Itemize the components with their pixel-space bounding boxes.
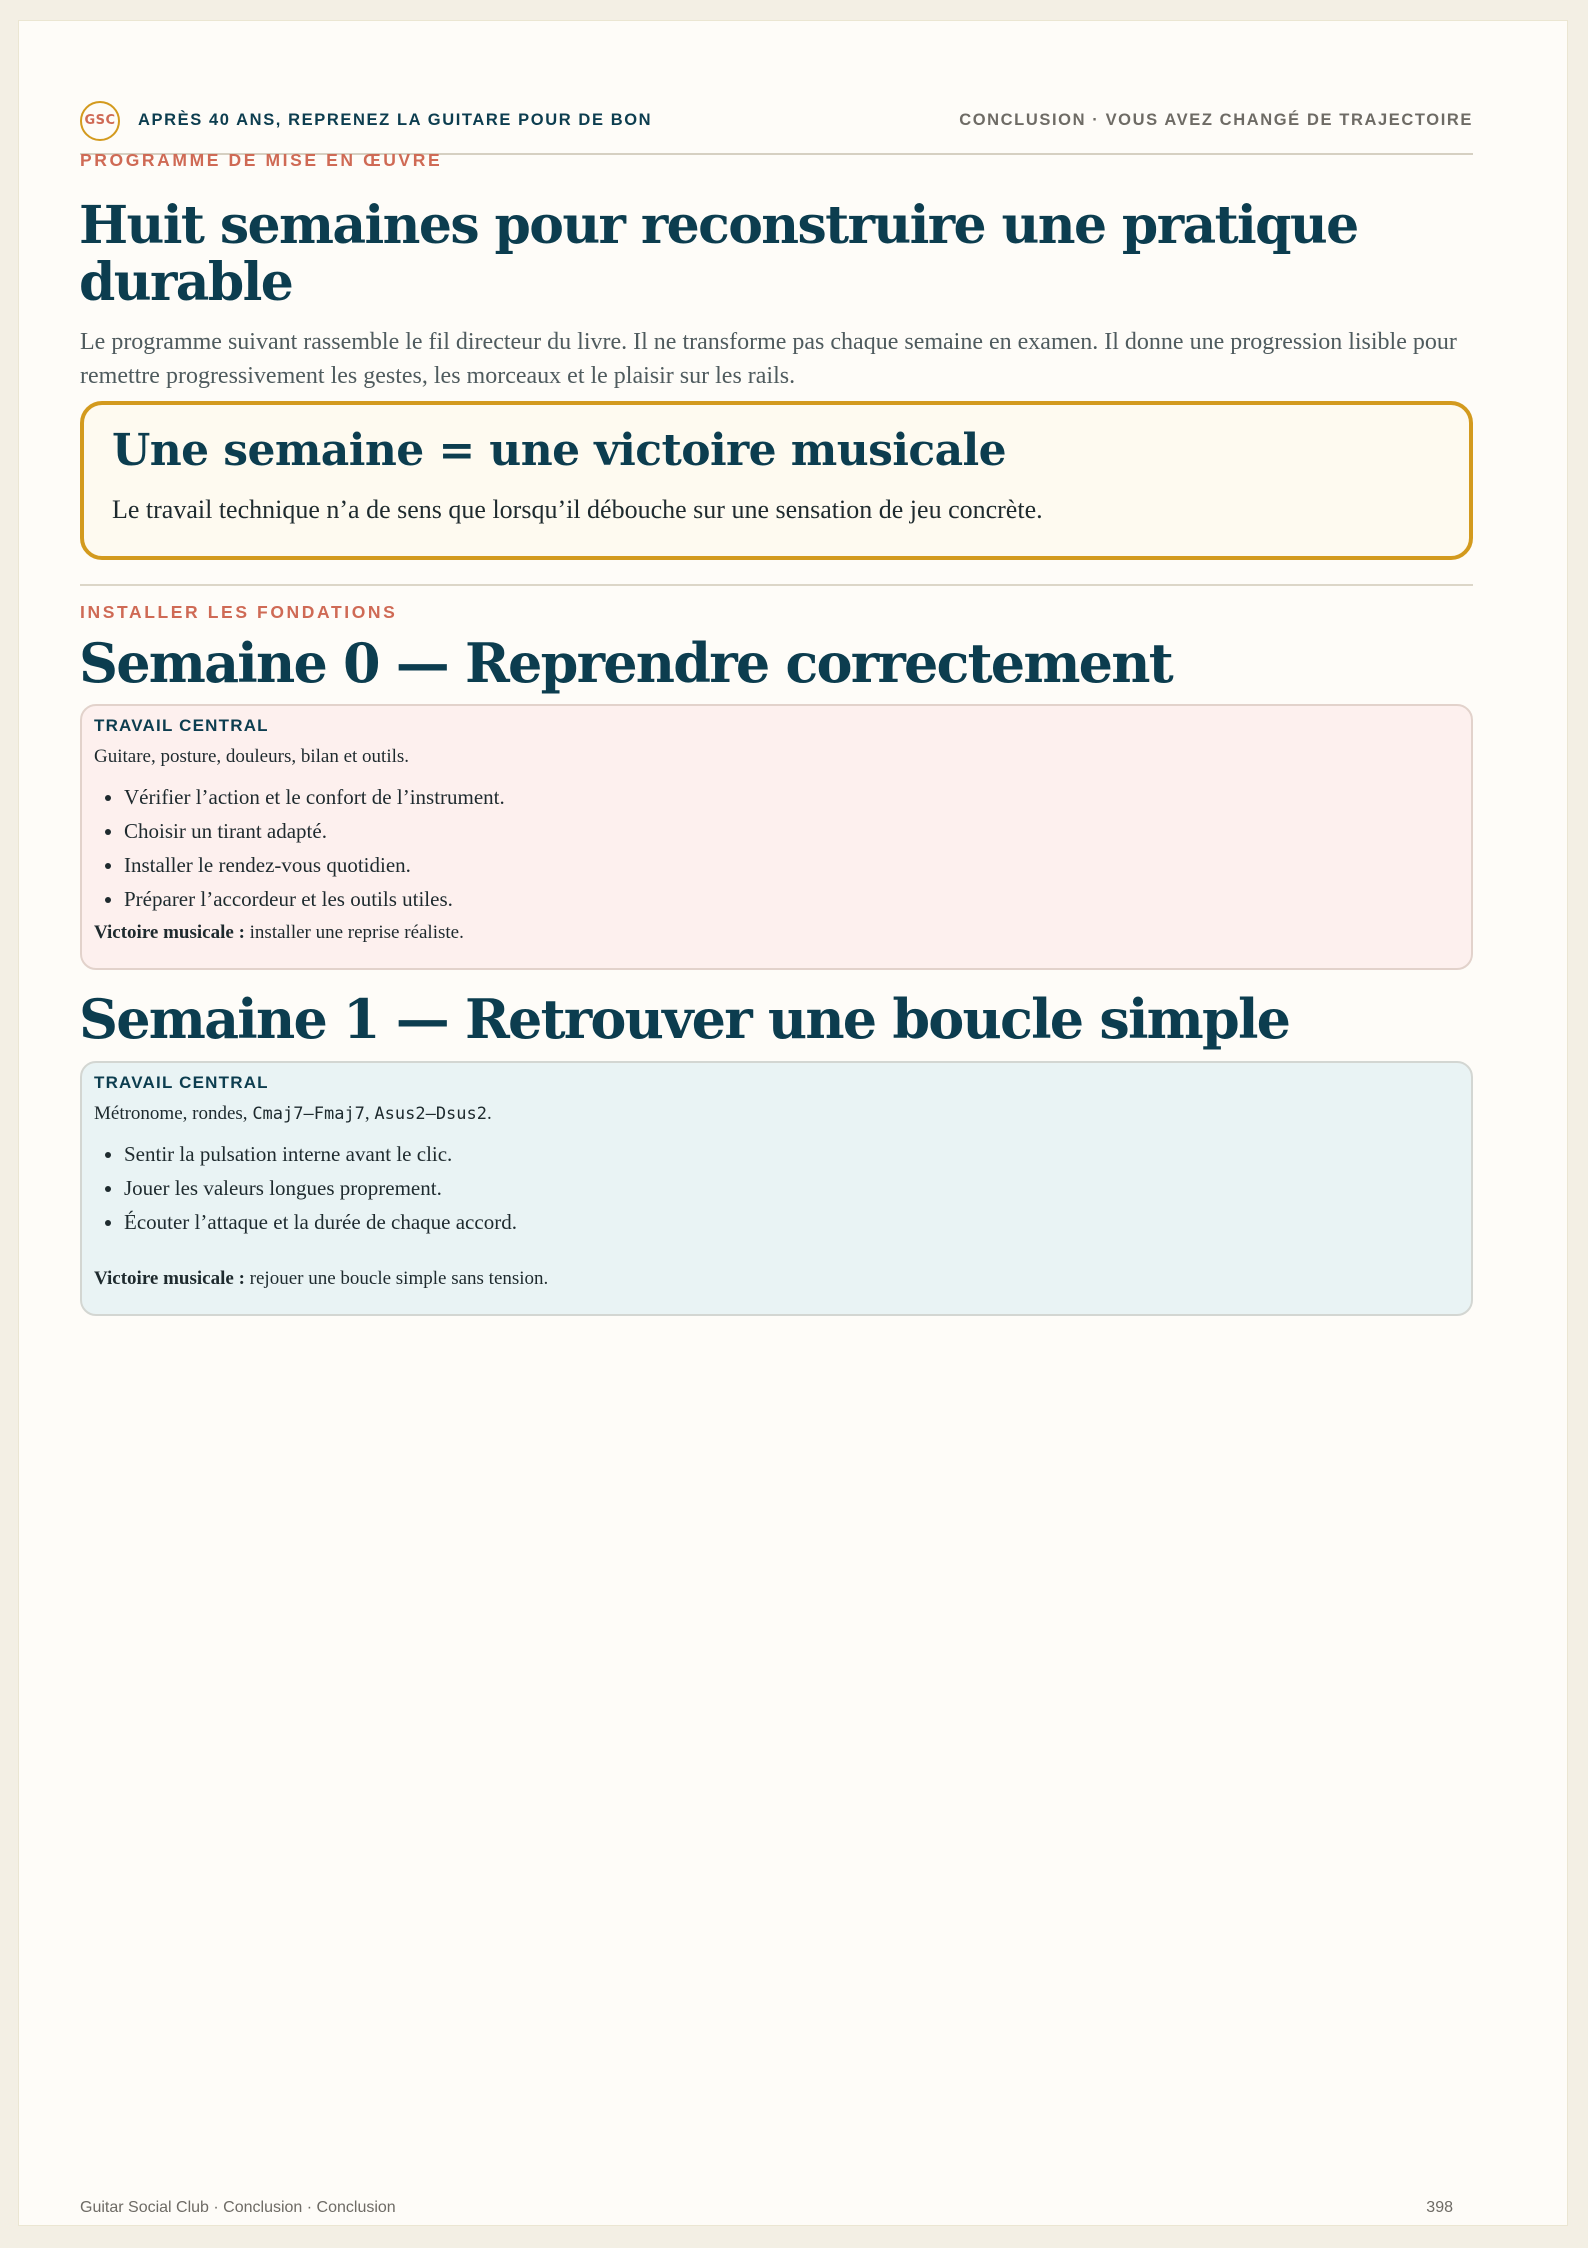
chapter-title: CONCLUSION · VOUS AVEZ CHANGÉ DE TRAJECTOIRE: [959, 111, 1473, 129]
victory-line: [94, 1268, 548, 1290]
list-item: • Sentir la pulsation interne avant le clic.: [124, 1137, 517, 1171]
highlight-title: Une semaine = une victoire musicale: [112, 425, 1006, 476]
card-summary: Métronome, rondes, Cmaj7—Fmaj7, Asus2—Dsus2.: [94, 1103, 492, 1124]
victory-label: Victoire musicale :: [94, 1268, 245, 1289]
page: [18, 20, 1568, 2226]
task-list: [94, 1137, 517, 1239]
section-divider: [80, 584, 1473, 586]
page-title: Huit semaines pour reconstruire une pratique durable: [79, 195, 1358, 313]
list-item: • Écouter l’attaque et la durée de chaque accord.: [124, 1205, 517, 1239]
section-kicker: PROGRAMME DE MISE EN ŒUVRE: [80, 150, 443, 170]
list-item: • Choisir un tirant adapté.: [124, 814, 505, 848]
week-1-title: Semaine 1 — Retrouver une boucle simple: [79, 987, 1290, 1051]
foundations-kicker: INSTALLER LES FONDATIONS: [80, 602, 398, 622]
highlight-text: Le travail technique n’a de sens que lorsqu’il débouche sur une sensation de jeu concrète.: [112, 495, 1043, 524]
highlight-box: [80, 401, 1473, 560]
list-item: • Installer le rendez-vous quotidien.: [124, 848, 505, 882]
card-summary: Guitare, posture, douleurs, bilan et outils.: [94, 746, 410, 767]
task-list: [94, 780, 505, 916]
chord-sequence: Cmaj7—Fmaj7: [252, 1104, 365, 1124]
summary-prefix: Métronome, rondes,: [94, 1103, 248, 1124]
chord-sequence: Asus2—Dsus2: [374, 1104, 487, 1124]
footer-text: Guitar Social Club · Conclusion · Conclusion: [80, 2199, 396, 2216]
week-1-card: [80, 1061, 1473, 1316]
list-item: • Jouer les valeurs longues proprement.: [124, 1171, 517, 1205]
intro-paragraph: Le programme suivant rassemble le fil directeur du livre. Il ne transforme pas chaque semaine en examen. Il donne une progression lisible pour remettre progressivement les gestes, les morceaux et le plaisir sur les rails.: [80, 329, 1457, 389]
card-label: TRAVAIL CENTRAL: [94, 1073, 269, 1092]
card-label: TRAVAIL CENTRAL: [94, 716, 269, 735]
list-item: • Vérifier l’action et le confort de l’instrument.: [124, 780, 505, 814]
gsc-logo: GSC: [80, 101, 120, 141]
book-title: APRÈS 40 ANS, REPRENEZ LA GUITARE POUR DE BON: [138, 111, 653, 129]
list-item: • Préparer l’accordeur et les outils utiles.: [124, 882, 505, 916]
page-number: 398: [1426, 2199, 1453, 2216]
victory-label: Victoire musicale :: [94, 922, 245, 943]
running-header: [80, 81, 1473, 155]
week-0-card: [80, 704, 1473, 970]
victory-line: [94, 922, 464, 944]
week-0-title: Semaine 0 — Reprendre correctement: [79, 631, 1172, 695]
victory-text: rejouer une boucle simple sans tension.: [249, 1268, 549, 1289]
victory-text: installer une reprise réaliste.: [249, 922, 464, 943]
